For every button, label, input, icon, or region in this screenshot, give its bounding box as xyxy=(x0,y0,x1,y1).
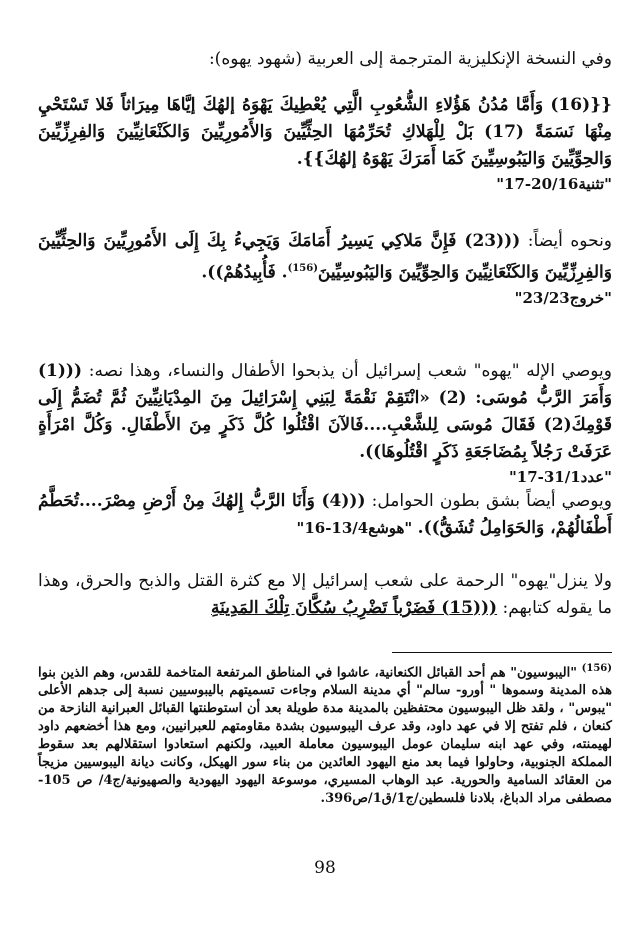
quote-hosea-paragraph xyxy=(38,488,612,542)
quote-deut13-text: (((15) فَضَرْباً تَضْرِبُ سُكَّانَ تِلْكَ المَدِينَةِ xyxy=(211,598,498,618)
quote-numbers-paragraph xyxy=(38,358,612,466)
quote-exodus-text: (((23) فَإِنَّ مَلاكِي يَسِيرُ أَمَامَكَ وَيَجِيءُ بِكَ إِلَى الأَمُورِيِّينَ وَالحِثِّيِّينَ وَالفِرِزِّيِّينَ وَالكَنْعَانِيِّينَ وَالحِوِّيِّينَ وَاليَبُوسِيِّينَ xyxy=(38,231,612,283)
quote-deut13-lead: ولا ينزل"يهوه" الرحمة على شعب إسرائيل إلا مع كثرة القتل والذبح والحرق، وهذا ما يقوله كتابهم: xyxy=(38,571,612,618)
footnote-separator xyxy=(392,652,612,653)
intro-text: وفي النسخة الإنكليزية المترجمة إلى العربية (شهود يهوه): xyxy=(208,49,612,69)
quote-numbers-text: (((1) وَأَمَرَ الرَّبُّ مُوسَى: (2) «انْتَقِمْ نَقْمَةً لِبَنِي إِسْرَائِيلَ مِنَ المِدْيَانِيِّينَ ثُمَّ تُضَمُّ إِلَى قَوْمِكَ(2) فَقَالَ مُوسَى لِلشَّعْبِ....فَالآنَ اقْتُلُوا كُلَّ ذَكَرٍ مِنَ الأَطْفَالِ. وَكُلَّ امْرَأَةٍ عَرَفَتْ رَجُلاً بِمُضَاجَعَةِ ذَكَرٍ اقْتُلُوهَا)). xyxy=(38,361,612,462)
footnote-text: "اليبوسيون" هم أحد القبائل الكنعانية، عاشوا في المناطق المرتفعة المتاخمة للقدس، وهم الذين بنوا هذه المدينة وسموها " أورو- سالم" أي مدينة السلام وجاءت تسميتهم باليبوسيين نسبة إلى جدهم الأعلى "يبوس" ، ولقد ظل اليبوسيون محتفظين بالمدينة مدة طويلة بعد أن استوطنتها القبائل العبرانية النازحة من كنعان ، فلم تفتح إلا في عهد داود، وقد عرف اليبوسيون بشدة مقاومتهم للعبرانيين، ومع هذا أخضعهم داود لهيمنته، وفي عهد ابنه سليمان عومل اليبوسيون معاملة العبيد، ولكنهم استعادوا استقلالهم بعد سقوط المملكة الجنوبية، وحاولوا فيما بعد منع اليهود العائدين من بناء سور الهيكل، وكانت ديانة اليبوسيين مزيجاً من العقائد السامية والحورية. عبد الوهاب المسيري، موسوعة اليهود اليهودية والصهيونية/ج4/ ص 105- مصطفى مراد الدباغ، بلادنا فلسطين/ج1/ق1/ص396. xyxy=(38,665,612,807)
page-number: 98 xyxy=(314,858,336,878)
quote-hosea-ref: "هوشع13/4-16" xyxy=(296,519,413,537)
quote-exodus-lead: ونحوه أيضاً: xyxy=(527,231,613,251)
quote-numbers-ref: "عدد31/1-17" xyxy=(508,468,612,486)
quote-hosea xyxy=(38,488,612,542)
footnote-reference[interactable]: (156) xyxy=(287,263,318,274)
footnote xyxy=(38,660,612,808)
quote-deut13 xyxy=(38,568,612,622)
quote-exodus xyxy=(38,228,612,309)
quote-deuteronomy-text: {{(16) وَأَمَّا مُدُنُ هَؤُلاءِ الشُّعُوبِ الَّتِي يُعْطِيكَ يَهْوَهُ إلهُكَ إيَّاهَا مِيرَاثاً فَلا تَسْتَحْيِ مِنْهَا نَسَمَةً (17) بَلْ لِلْهَلاكِ تُحَرِّمُهَا الحِثِّيِّينَ وَالأَمُورِيِّينَ وَالكَنْعَانِيِّينَ وَالفِرِزِّيِّينَ وَالحِوِّيِّينَ وَاليَبُوسِيِّينَ كَمَا أَمَرَكَ يَهْوَهُ إلهُكَ}}. xyxy=(38,95,612,169)
quote-deut13-paragraph xyxy=(38,568,612,622)
quote-deuteronomy-ref: "تثنية20/16-17" xyxy=(496,175,612,193)
quote-exodus-ref: "خروج23/23" xyxy=(514,288,612,307)
quote-exodus-tail: . فَأُبِيدُهُمْ)). xyxy=(201,262,288,283)
quote-numbers xyxy=(38,358,612,488)
quote-deuteronomy xyxy=(38,92,612,195)
book-page xyxy=(38,40,612,900)
quote-hosea-lead: ويوصي أيضاً بشق بطون الحوامل: xyxy=(371,491,612,511)
footnote-mark: (156) xyxy=(581,663,612,674)
quote-numbers-lead: ويوصي الإله "يهوه" شعب إسرائيل أن يذبحوا الأطفال والنساء، وهذا نصه: xyxy=(88,361,612,381)
quote-hosea-text: (((4) وَأَنَا الرَّبُّ إِلهُكَ مِنْ أَرْضِ مِصْرَ....تُحَطَّمُ أَطْفَالُهُمْ، وَالحَوَامِلُ تُشَقُّ)). xyxy=(38,491,612,538)
quote-exodus-paragraph xyxy=(38,228,612,287)
